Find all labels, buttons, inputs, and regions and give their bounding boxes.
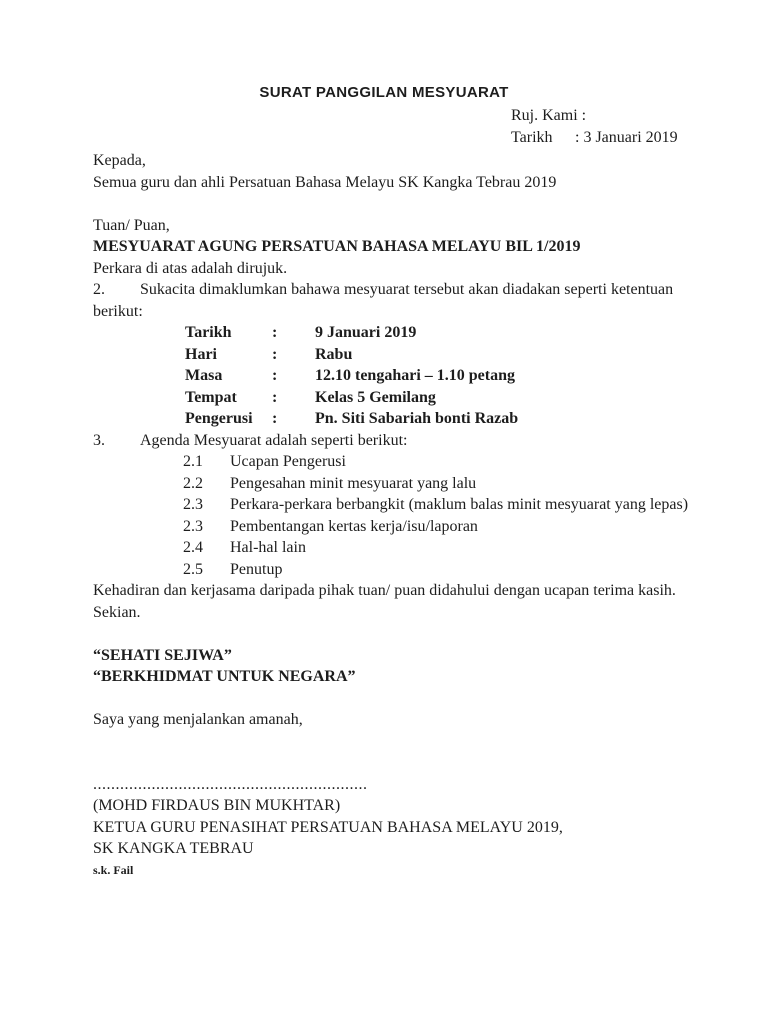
agenda-item xyxy=(183,473,713,495)
paragraph-number: 2. xyxy=(93,281,105,298)
detail-row-pengerusi xyxy=(185,408,713,430)
agenda-number: 2.4 xyxy=(183,539,203,556)
spacer xyxy=(93,623,713,645)
detail-colon: : xyxy=(272,367,278,384)
detail-colon: : xyxy=(272,410,278,427)
salutation: Tuan/ Puan, xyxy=(93,216,170,234)
spacer xyxy=(93,731,713,753)
agenda-text: Penutup xyxy=(230,560,283,578)
signatory-org: SK KANGKA TEBRAU xyxy=(93,840,254,857)
paragraph-3 xyxy=(93,430,713,452)
detail-label: Tarikh xyxy=(185,324,232,341)
paragraph-text: Sukacita dimaklumkan bahawa mesyuarat tersebut akan diadakan seperti ketentuan berikut: xyxy=(93,281,674,320)
spacer xyxy=(93,193,713,215)
detail-colon: : xyxy=(272,345,278,363)
signatory-title: KETUA GURU PENASIHAT PERSATUAN BAHASA MELAYU 2019, xyxy=(93,818,563,836)
agenda-item xyxy=(183,559,713,581)
agenda-text: Hal-hal lain xyxy=(230,539,306,556)
date-value: : 3 Januari 2019 xyxy=(575,128,678,146)
closing-sekian: Sekian. xyxy=(93,603,141,621)
agenda-number: 2.3 xyxy=(183,496,203,513)
agenda-text: Perkara-perkara berbangkit (maklum balas minit mesyuarat yang lepas) xyxy=(230,496,689,513)
letter-date-line xyxy=(511,127,678,149)
detail-colon: : xyxy=(272,388,278,406)
signature-intro: Saya yang menjalankan amanah, xyxy=(93,711,303,728)
signatory-name: (MOHD FIRDAUS BIN MUKHTAR) xyxy=(93,797,341,814)
date-label: Tarikh xyxy=(511,128,553,146)
agenda-number: 2.2 xyxy=(183,474,203,492)
detail-row-hari xyxy=(185,344,713,366)
signature-dotted-line: ............................................................. xyxy=(93,775,368,793)
detail-label: Hari xyxy=(185,345,217,363)
agenda-text: Pengesahan minit mesyuarat yang lalu xyxy=(230,474,477,492)
cc-line: s.k. Fail xyxy=(93,862,134,877)
paragraph-text: Agenda Mesyuarat adalah seperti berikut: xyxy=(140,431,408,449)
detail-value: Kelas 5 Gemilang xyxy=(315,388,436,406)
detail-value: 9 Januari 2019 xyxy=(315,324,417,341)
closing-thanks: Kehadiran dan kerjasama daripada pihak tuan/ puan didahului dengan ucapan terima kasih. xyxy=(93,582,676,599)
paragraph-number: 3. xyxy=(93,431,105,449)
agenda-number: 2.3 xyxy=(183,517,203,535)
detail-value: Pn. Siti Sabariah bonti Razab xyxy=(315,410,519,427)
detail-row-tarikh xyxy=(185,322,713,344)
agenda-item xyxy=(183,451,713,473)
slogan-1: “SEHATI SEJIWA” xyxy=(93,646,232,664)
agenda-item xyxy=(183,537,713,559)
spacer xyxy=(93,688,713,710)
reference-sentence: Perkara di atas adalah dirujuk. xyxy=(93,259,288,277)
detail-colon: : xyxy=(272,324,278,341)
recipient-line: Semua guru dan ahli Persatuan Bahasa Melayu SK Kangka Tebrau 2019 xyxy=(93,173,557,191)
detail-label: Pengerusi xyxy=(185,410,253,427)
detail-value: Rabu xyxy=(315,345,353,363)
agenda-item xyxy=(183,516,713,538)
agenda-number: 2.5 xyxy=(183,560,203,578)
slogan-2: “BERKHIDMAT UNTUK NEGARA” xyxy=(93,668,356,685)
detail-value: 12.10 tengahari – 1.10 petang xyxy=(315,367,515,384)
subject-line: MESYUARAT AGUNG PERSATUAN BAHASA MELAYU BIL 1/2019 xyxy=(93,238,581,255)
reference-block xyxy=(511,105,678,148)
detail-row-masa xyxy=(185,365,713,387)
agenda-item xyxy=(183,494,713,516)
ref-number-line: Ruj. Kami : xyxy=(511,107,587,124)
agenda-text: Ucapan Pengerusi xyxy=(230,453,346,470)
detail-row-tempat xyxy=(185,387,713,409)
detail-label: Masa xyxy=(185,367,223,384)
document-title: SURAT PANGGILAN MESYUARAT xyxy=(259,84,509,101)
spacer xyxy=(93,752,713,774)
detail-label: Tempat xyxy=(185,388,237,406)
agenda-number: 2.1 xyxy=(183,453,203,470)
recipient-intro: Kepada, xyxy=(93,152,146,169)
agenda-text: Pembentangan kertas kerja/isu/laporan xyxy=(230,517,478,535)
letter-body xyxy=(93,150,713,881)
paragraph-2 xyxy=(93,279,713,322)
